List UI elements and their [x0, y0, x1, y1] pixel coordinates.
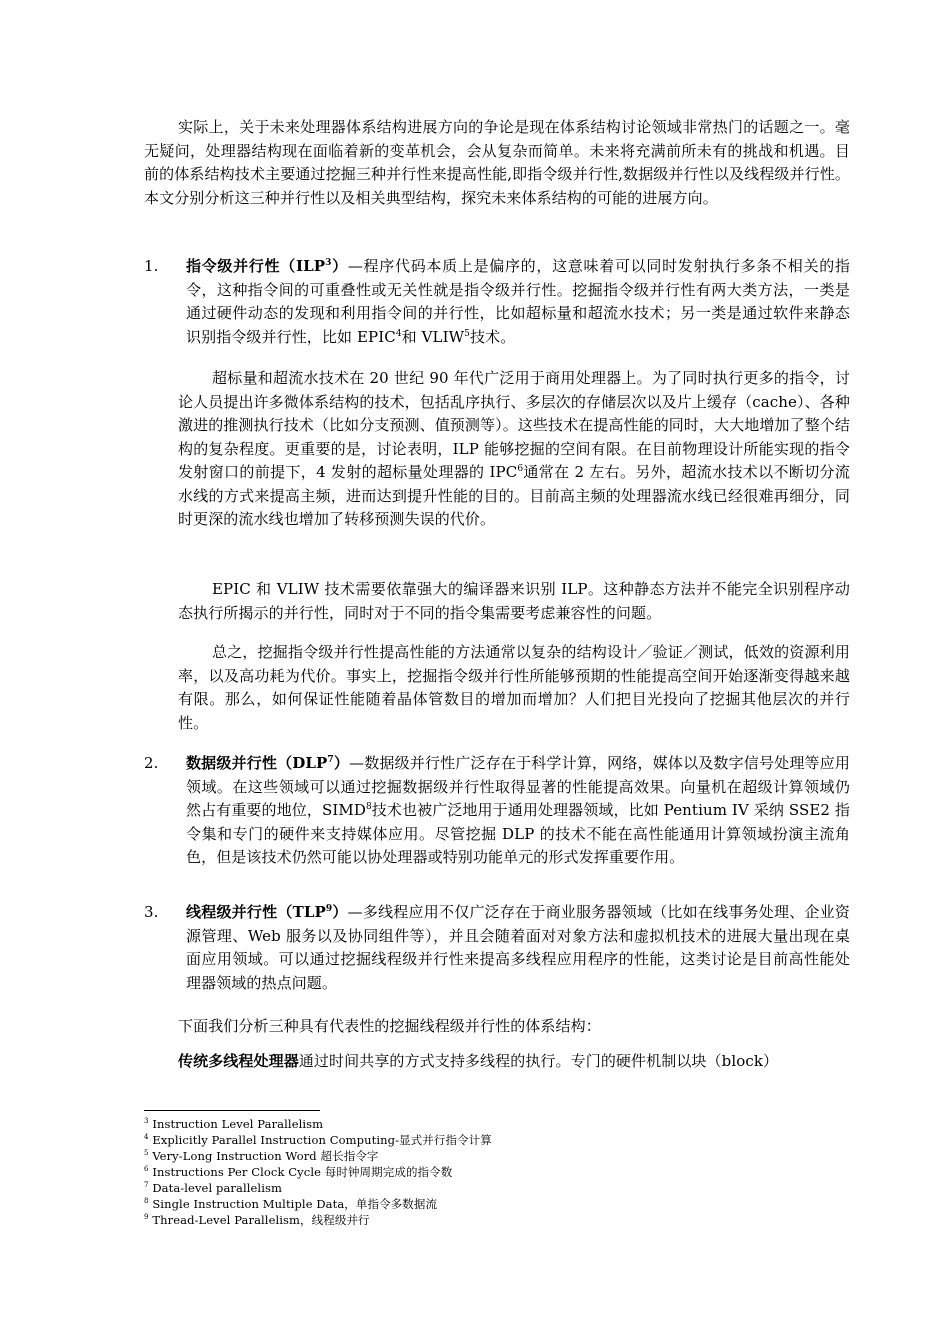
item-title: 线程级并行性（TLP$^9$） [186, 903, 348, 921]
list-number: 3. [144, 903, 159, 921]
footnote: $^9$ Thread-Level Parallelism，线程级并行 [144, 1213, 370, 1227]
next-paragraph: 下面我们分析三种具有代表性的挖掘线程级并行性的体系结构： [178, 1017, 601, 1035]
list-item-tlp [144, 901, 850, 995]
list-item-body: 指令级并行性（ILP$^3$）—程序代码本质上是偏序的，这意味着可以同时发射执行多条不相关的指令，这种指令间的可重叠性或无关性就是指令级并行性。挖掘指令级并行性有两大类方法，一类是通过硬件动态的发现和利用指令间的并行性，比如超标量和超流水技术；另一类是通过软件来静态识别指令级并行性，比如 EPIC$^4$和 VLIW$^5$技术。 [186, 257, 851, 346]
ilp-paragraph-summary: 总之，挖掘指令级并行性提高性能的方法通常以复杂的结构设计／验证／测试，低效的资源利用率，以及高功耗为代价。事实上，挖掘指令级并行性所能够预期的性能提高空间开始逐渐变得越来越有限。那么，如何保证性能随着晶体管数目的增加而增加？人们把目光投向了挖掘其他层次的并行性。 [178, 643, 850, 732]
footnote: $^7$ Data-level parallelism [144, 1181, 282, 1195]
intro-paragraph: 实际上，关于未来处理器体系结构进展方向的争论是现在体系结构讨论领域非常热门的话题之一。毫无疑问，处理器结构现在面临着新的变革机会，会从复杂而简单。未来将充满前所未有的挑战和机遇。目前的体系结构技术主要通过挖掘三种并行性来提高性能,即指令级并行性,数据级并行性以及线程级并行性。本文分别分析这三种并行性以及相关典型结构，探究未来体系结构的可能的进展方向。 [144, 118, 850, 207]
list-number: 1. [144, 257, 159, 275]
footnotes [144, 1116, 844, 1228]
footnote: $^4$ Explicitly Parallel Instruction Computing-显式并行指令计算 [144, 1133, 492, 1147]
footnote: $^8$ Single Instruction Multiple Data，单指令多数据流 [144, 1197, 438, 1211]
footnote-divider [144, 1110, 320, 1111]
list-item-dlp [144, 752, 850, 870]
list-item-body: 线程级并行性（TLP$^9$）—多线程应用不仅广泛存在于商业服务器领域（比如在线事务处理、企业资源管理、Web 服务以及协同组件等），并且会随着面对对象方法和虚拟机技术的进展大量出现在桌面应用领域。可以通过挖掘线程级并行性来提高多线程应用程序的性能，这类讨论是目前高性能处理器领域的热点问题。 [186, 903, 850, 992]
list-number: 2. [144, 754, 159, 772]
ilp-paragraph-static: EPIC 和 VLIW 技术需要依靠强大的编译器来识别 ILP。这种静态方法并不能完全识别程序动态执行所揭示的并行性，同时对于不同的指令集需要考虑兼容性的问题。 [178, 580, 850, 622]
list-item-ilp [144, 255, 850, 349]
ilp-paragraph-hardware: 超标量和超流水技术在 20 世纪 90 年代广泛用于商用处理器上。为了同时执行更多的指令，讨论人员提出许多微体系结构的技术，包括乱序执行、多层次的存储层次以及片上缓存（cache）、各种激进的推测执行技术（比如分支预测、值预测等）。这些技术在提高性能的同时，大大地增加了整个结构的复杂程度。更重要的是，讨论表明，ILP 能够挖掘的空间有限。在目前物理设计所能实现的指令发射窗口的前提下，4 发射的超标量处理器的 IPC$^6$通常在 2 左右。另外，超流水技术以不断切分流水线的方式来提高主频，进而达到提升性能的目的。目前高主频的处理器流水线已经很难再细分，同时更深的流水线也增加了转移预测失误的代价。 [178, 369, 851, 528]
footnote: $^5$ Very-Long Instruction Word 超长指令字 [144, 1149, 379, 1163]
footnote: $^3$ Instruction Level Parallelism [144, 1117, 324, 1131]
term-bold: 传统多线程处理器 [178, 1052, 299, 1070]
footnote: $^6$ Instructions Per Clock Cycle 每时钟周期完成的指令数 [144, 1165, 453, 1179]
item-title: 数据级并行性（DLP$^7$） [186, 754, 350, 772]
item-title: 指令级并行性（ILP$^3$） [186, 257, 348, 275]
list-item-body: 数据级并行性（DLP$^7$）—数据级并行性广泛存在于科学计算，网络，媒体以及数字信号处理等应用领域。在这些领域可以通过挖掘数据级并行性取得显著的性能提高效果。向量机在超级计算领域仍然占有重要的地位，SIMD$^8$技术也被广泛地用于通用处理器领域，比如 Pentium IV 采纳 SSE2 指令集和专门的硬件来支持媒体应用。尽管挖掘 DLP 的技术不能在高性能通用计算领域扮演主流角色，但是该技术仍然可能以协处理器或特别功能单元的形式发挥重要作用。 [186, 754, 850, 866]
last-paragraph: 传统多线程处理器通过时间共享的方式支持多线程的执行。专门的硬件机制以块（block） [178, 1052, 779, 1070]
